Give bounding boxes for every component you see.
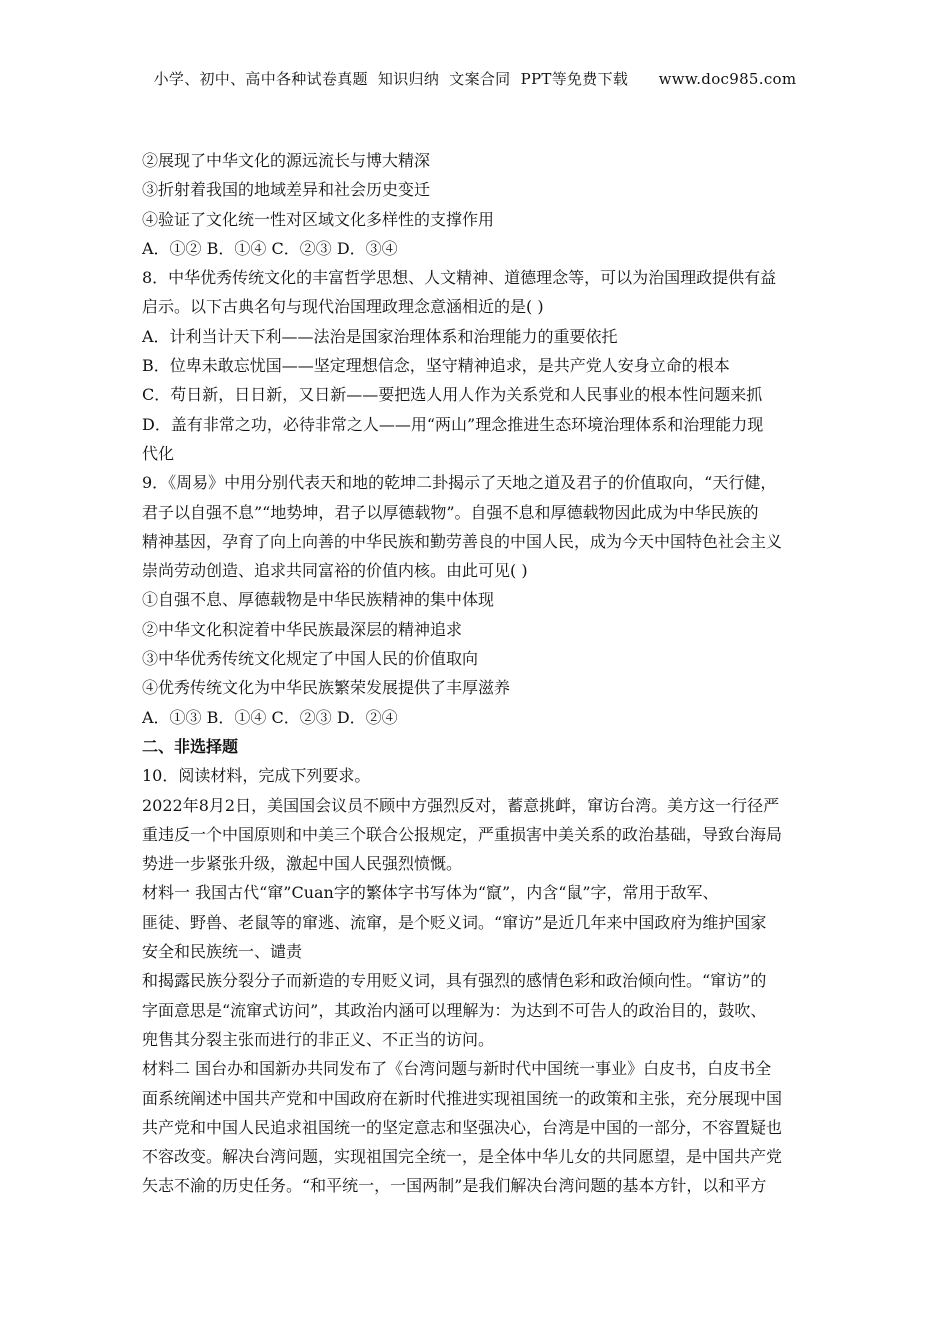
- text-line: A．①② B．①④ C．②③ D．③④: [142, 238, 398, 258]
- text-line: 启示。以下古典名句与现代治国理政理念意涵相近的是( ): [142, 297, 544, 317]
- text-line: 安全和民族统一、谴责: [142, 942, 303, 962]
- text-line: C．苟日新，日日新，又日新——要把选人用人作为关系党和人民事业的根本性问题来抓: [142, 385, 763, 405]
- text-line: A．①③ B．①④ C．②③ D．②④: [142, 707, 398, 727]
- text-line: 10．阅读材料，完成下列要求。: [142, 766, 371, 786]
- text-line: 2022年8月2日，美国国会议员不顾中方强烈反对，蓄意挑衅，窜访台湾。美方这一行径严: [142, 795, 780, 815]
- text-line: 崇尚劳动创造、追求共同富裕的价值内核。由此可见( ): [142, 561, 528, 581]
- text-line: D．盖有非常之功，必待非常之人——用“两山”理念推进生态环境治理体系和治理能力现: [142, 414, 764, 434]
- text-line: 不容改变。解决台湾问题，实现祖国完全统一，是全体中华儿女的共同愿望，是中国共产党: [142, 1147, 783, 1167]
- text-line: 君子以自强不息”“地势坤，君子以厚德载物”。自强不息和厚德载物因此成为中华民族的: [142, 502, 759, 522]
- text-line: 材料一 我国古代“窜”Cuan字的繁体字书写体为“竄”，内含“鼠”字，常用于敌军、: [142, 883, 719, 903]
- page-header-banner: 小学、初中、高中各种试卷真题 知识归纳 文案合同 PPT等免费下载 www.doc985.com: [153, 70, 797, 88]
- text-line: B．位卑未敢忘忧国——坚定理想信念，坚守精神追求，是共产党人安身立命的根本: [142, 356, 730, 376]
- text-line: ②展现了中华文化的源远流长与博大精深: [142, 151, 431, 170]
- text-line: 和揭露民族分裂分子而新造的专用贬义词，具有强烈的感情色彩和政治倾向性。“窜访”的: [142, 971, 767, 991]
- text-line: 共产党和中国人民追求祖国统一的坚定意志和坚强决心，台湾是中国的一部分，不容置疑也: [142, 1117, 783, 1137]
- text-line: ③折射着我国的地域差异和社会历史变迁: [142, 180, 431, 200]
- text-line: 二、非选择题: [142, 736, 239, 756]
- document-body: [142, 146, 817, 1201]
- text-line: ③中华优秀传统文化规定了中国人民的价值取向: [142, 649, 479, 669]
- text-line: 代化: [142, 443, 175, 463]
- text-line: 矢志不渝的历史任务。“和平统一，一国两制”是我们解决台湾问题的基本方针，以和平方: [142, 1176, 767, 1196]
- text-line: ④优秀传统文化为中华民族繁荣发展提供了丰厚滋养: [142, 678, 511, 698]
- text-line: 势进一步紧张升级，激起中国人民强烈愤慨。: [142, 854, 463, 874]
- text-line: 匪徒、野兽、老鼠等的窜逃、流窜，是个贬义词。“窜访”是近几年来中国政府为维护国家: [142, 912, 767, 932]
- text-line: 精神基因，孕育了向上向善的中华民族和勤劳善良的中国人民，成为今天中国特色社会主义: [142, 531, 783, 551]
- text-line: 9．《周易》中用分别代表天和地的乾坤二卦揭示了天地之道及君子的价值取向，“天行健，: [142, 473, 777, 493]
- text-line: 字面意思是“流窜式访问”，其政治内涵可以理解为：为达到不可告人的政治目的，鼓吹、: [142, 1000, 767, 1020]
- text-line: 兜售其分裂主张而进行的非正义、不正当的访问。: [142, 1029, 495, 1049]
- text-line: 8．中华优秀传统文化的丰富哲学思想、人文精神、道德理念等，可以为治国理政提供有益: [142, 268, 777, 288]
- text-line: 面系统阐述中国共产党和中国政府在新时代推进实现祖国统一的政策和主张，充分展现中国: [142, 1088, 783, 1108]
- text-line: ④验证了文化统一性对区域文化多样性的支撑作用: [142, 209, 495, 229]
- text-line: ①自强不息、厚德载物是中华民族精神的集中体现: [142, 590, 495, 610]
- text-line: A．计利当计天下利——法治是国家治理体系和治理能力的重要依托: [142, 326, 618, 346]
- text-line: 重违反一个中国原则和中美三个联合公报规定，严重损害中美关系的政治基础，导致台海局: [142, 824, 783, 844]
- text-line: 材料二 国台办和国新办共同发布了《台湾问题与新时代中国统一事业》白皮书，白皮书全: [142, 1059, 772, 1079]
- text-line: ②中华文化积淀着中华民族最深层的精神追求: [142, 619, 463, 639]
